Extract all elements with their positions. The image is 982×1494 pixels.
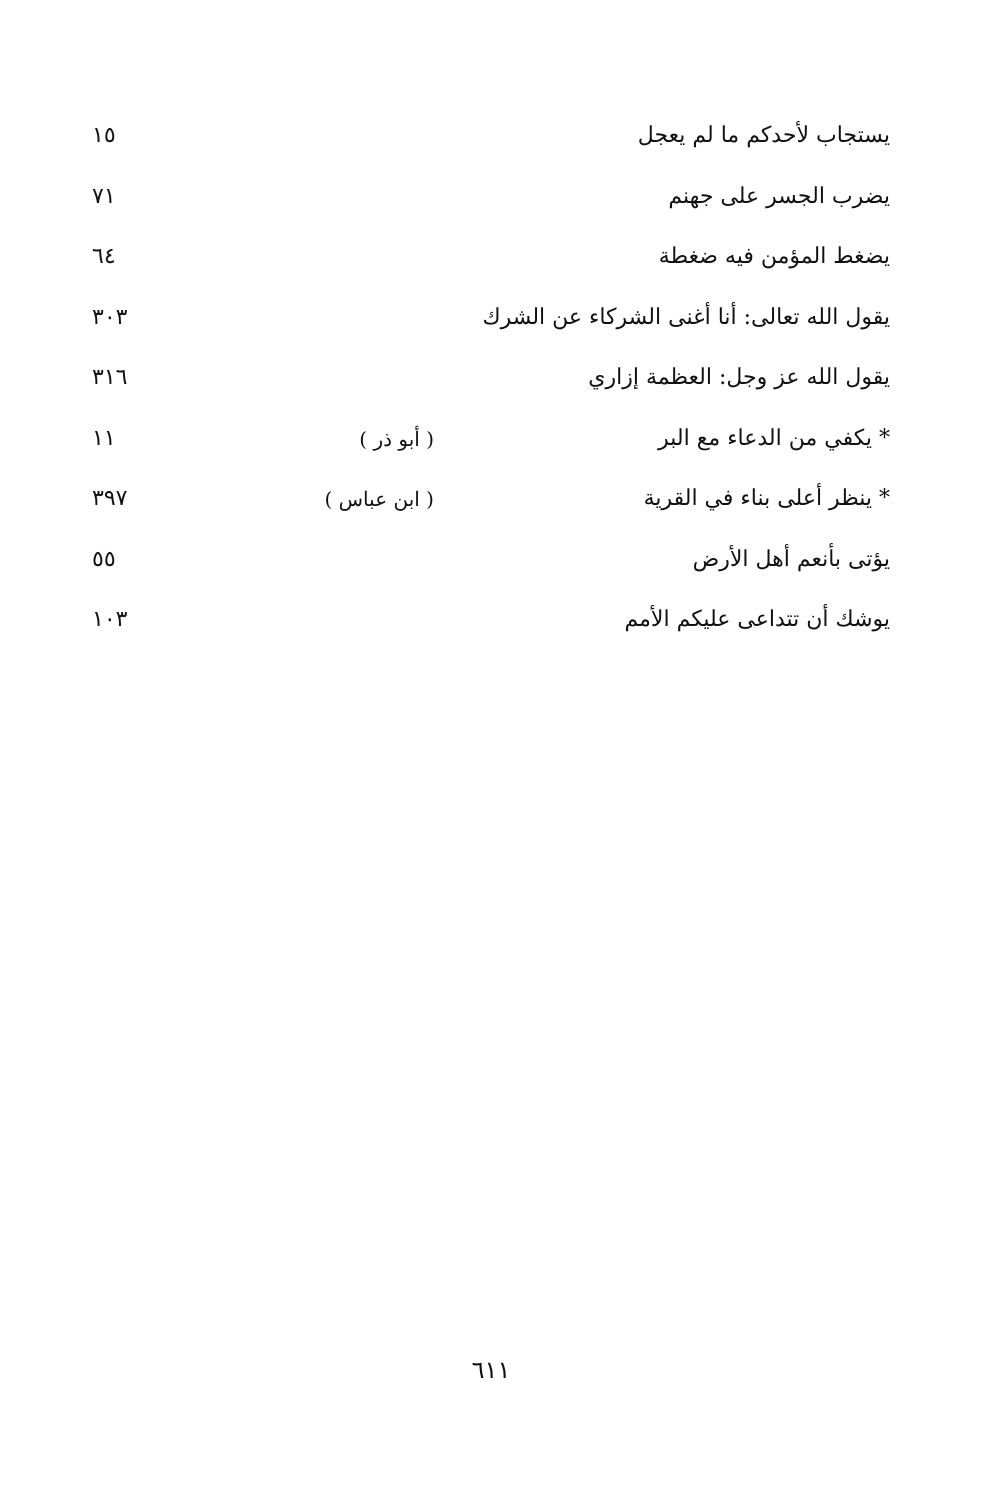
list-item [0,229,982,290]
entry-text: يستجاب لأحدكم ما لم يعجل [637,123,890,148]
entry-text: * يكفي من الدعاء مع البر [658,425,890,451]
entry-page-number: ٣١٦ [92,365,128,390]
entry-text: يؤتى بأنعم أهل الأرض [692,546,890,572]
entry-text: يقول الله عز وجل: العظمة إزاري [588,365,890,390]
entry-page-number: ٧١ [92,183,116,209]
list-item [0,532,982,593]
list-item [0,108,982,169]
entry-text: يوشك أن تتداعى عليكم الأمم [624,607,890,632]
entry-narrator: ( ابن عباس ) [324,487,434,511]
entry-narrator: ( أبو ذر ) [359,426,434,451]
entry-page-number: ٥٥ [92,546,116,572]
entry-page-number: ١٠٣ [92,607,128,632]
list-item [0,592,982,653]
entry-page-number: ٦٤ [92,244,116,269]
list-item [0,290,982,351]
entry-text: يضغط المؤمن فيه ضغطة [658,244,890,269]
list-item [0,411,982,472]
entry-page-number: ١١ [92,425,116,451]
entry-page-number: ٣٩٧ [92,486,128,511]
entry-text: يضرب الجسر على جهنم [668,183,890,209]
list-item [0,169,982,230]
list-item [0,471,982,532]
list-item [0,350,982,411]
entry-text: * ينظر أعلى بناء في القرية [643,486,890,511]
entry-text: يقول الله تعالى: أنا أغنى الشركاء عن الشرك [482,304,890,330]
entry-page-number: ٣٠٣ [92,304,128,330]
index-list [0,108,982,653]
entry-page-number: ١٥ [92,123,116,148]
footer-page-number: ٦١١ [471,1356,511,1384]
